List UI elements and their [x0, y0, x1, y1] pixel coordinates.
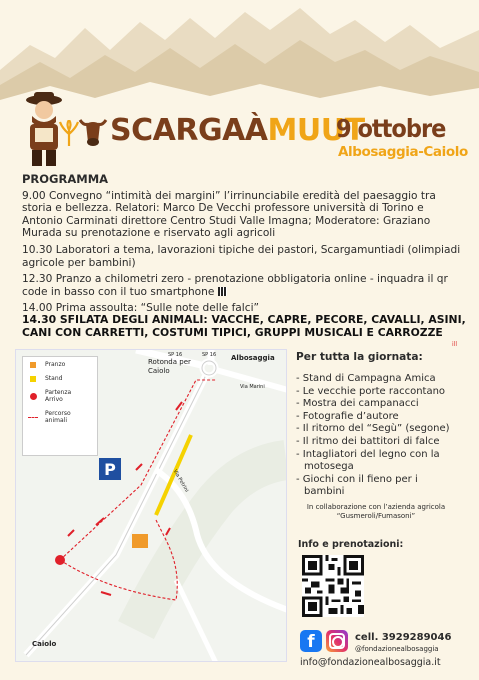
list-item: - Intagliatori del legno con la — [296, 448, 440, 460]
legend-label: Partenza Arrivo — [45, 389, 72, 403]
header — [0, 92, 479, 172]
label-albosaggia: Albosaggia — [231, 354, 275, 362]
program-title: PROGRAMMA — [22, 172, 109, 186]
list-item: - Le vecchie porte raccontano — [296, 385, 446, 397]
list-item: motosega — [304, 461, 354, 473]
program-text: Prima assoulta: “Sulle note delle falci” — [52, 302, 259, 315]
title-part-1: SCARGAÀ — [110, 113, 268, 148]
parking-icon: P — [99, 458, 121, 480]
phone-number: cell. 3929289046 — [355, 632, 452, 643]
program-time: 9.00 — [22, 189, 46, 202]
legend-item — [27, 361, 93, 368]
legend-label: Pranzo — [45, 361, 66, 368]
program-time: 12.30 — [22, 273, 53, 286]
route-map — [15, 349, 287, 662]
start-dot-icon — [30, 393, 37, 400]
facebook-icon[interactable]: f — [300, 630, 322, 652]
list-item: - Fotografie d’autore — [296, 410, 399, 422]
all-day-section — [296, 351, 476, 521]
program-section — [22, 173, 462, 319]
program-text: Pranzo a chilometri zero - prenotazione obbligatoria online - inquadra il qr code in basso con il tuo smartphone — [22, 273, 448, 298]
route-dash-icon — [28, 417, 38, 418]
list-item: bambini — [304, 486, 345, 498]
all-day-list — [296, 373, 476, 499]
all-day-title: Per tutta la giornata: — [296, 351, 423, 363]
list-item: - Il ritmo dei battitori di falce — [296, 435, 440, 447]
program-time: 10.30 — [22, 243, 53, 256]
label-caiolo: Caiolo — [32, 640, 57, 648]
legend-label: Stand — [45, 375, 63, 382]
label-via-petrini: Via Petrini — [171, 468, 190, 494]
stand-square-icon — [30, 376, 36, 382]
program-text: Laboratori a tema, lavorazioni tipiche dei pastori, Scargamuntiadi (olimpiadi agricole per bambini) — [22, 243, 461, 269]
list-item: - Mostra dei campanacci — [296, 398, 419, 410]
program-time: 14.00 — [22, 302, 53, 315]
legend-item — [27, 375, 93, 382]
cow-head-icon — [78, 116, 108, 150]
list-item: - Stand di Campagna Amica — [296, 373, 436, 384]
legend-label: Percorso animali — [45, 410, 71, 424]
event-title — [110, 114, 365, 148]
legend-item — [27, 410, 93, 424]
instagram-handle[interactable]: @fondazionealbosaggia — [355, 645, 439, 653]
lunch-square-icon — [30, 362, 36, 368]
label-sp-1: SP 16 — [168, 352, 183, 358]
qr-code-icon[interactable] — [302, 555, 364, 617]
parade-note: ill — [452, 341, 458, 348]
qr-mini-icon — [218, 287, 227, 296]
label-rotonda: Rotonda per Caiolo — [148, 358, 191, 375]
title-part-2: MUUT — [267, 113, 365, 148]
event-date: 9 ottobre — [336, 114, 446, 143]
label-via-marini: Via Marini — [240, 384, 265, 390]
collaboration-note: In collaborazione con l’azienda agricola “Gusmeroli/Fumasoni” — [306, 502, 446, 520]
legend-item — [27, 389, 93, 403]
program-text: Convegno “intimità dei margini” l’irrinunciabile eredità del paesaggio tra storia e bellezza. Relatori: Marco De Vecchi professore università di Torino e Antonio Carminati direttore Centro Studi Valle Imagna; Moderatore: Graziano Murada su prenotazione e riservato agli agricoli — [22, 189, 436, 240]
list-item: - Giochi con il fieno per i — [296, 473, 418, 485]
parade-heading: 14.30 SFILATA DEGLI ANIMALI: VACCHE, CAPRE, PECORE, CAVALLI, ASINI, CANI CON CARRETTI, COSTUMI TIPICI, GRUPPI MUSICALI E CARROZZE — [22, 313, 466, 339]
program-item — [22, 273, 462, 298]
map-legend — [22, 356, 98, 456]
program-item — [22, 190, 462, 240]
event-place: Albosaggia-Caiolo — [338, 144, 468, 160]
instagram-icon[interactable] — [326, 630, 348, 652]
sheaf-icon — [58, 120, 80, 146]
list-item: - Il ritorno del “Segù” (segone) — [296, 423, 450, 435]
info-title: Info e prenotazioni: — [298, 539, 404, 550]
program-item — [22, 244, 462, 269]
label-sp-2: SP 16 — [202, 352, 217, 358]
email-address[interactable]: info@fondazionealbosaggia.it — [300, 657, 441, 668]
